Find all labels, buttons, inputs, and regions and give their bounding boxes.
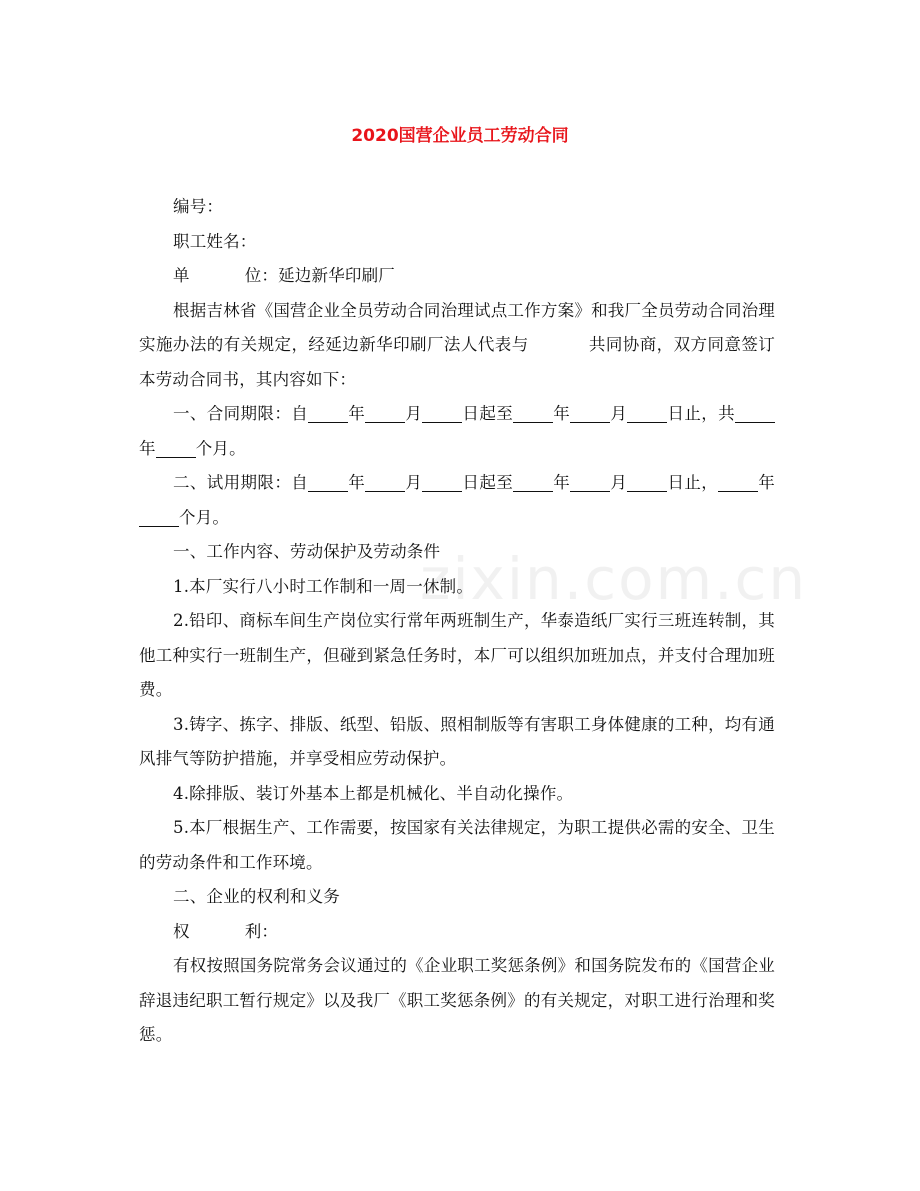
section1-item-2: 2.铅印、商标车间生产岗位实行常年两班制生产，华泰造纸厂实行三班连转制，其他工种实行一班制生产，但碰到紧急任务时，本厂可以组织加班加点，并支付合理加班费。 <box>139 611 775 699</box>
blank-line <box>156 438 196 457</box>
term-day-from: 日起至 <box>462 404 514 423</box>
blank-line <box>308 404 348 423</box>
probation-day-from: 日起至 <box>462 473 514 492</box>
probation-year: 年 <box>348 473 366 492</box>
blank-line <box>422 404 462 423</box>
section1-item-3: 3.铸字、拣字、排版、纸型、铅版、照相制版等有害职工身体健康的工种，均有通风排气等防护措施，并享受相应劳动保护。 <box>139 714 775 768</box>
intro-part2: 共同协商，双方同意签订本劳动合同书，其内容如下： <box>139 335 775 389</box>
blank-line <box>570 404 610 423</box>
intro-paragraph <box>139 294 775 398</box>
term-month: 月 <box>610 404 628 423</box>
probation-year: 年 <box>553 473 571 492</box>
blank-line <box>139 507 179 526</box>
term-total: 共 <box>718 404 736 423</box>
probation-month: 月 <box>405 473 423 492</box>
probation-month: 月 <box>610 473 628 492</box>
blank-line <box>513 404 553 423</box>
probation-label: 二、试用期限：自 <box>173 473 309 492</box>
document-body <box>139 190 775 1053</box>
document-title: 2020国营企业员工劳动合同 <box>351 126 569 146</box>
rights-label <box>139 915 775 950</box>
number-field <box>139 190 775 225</box>
blank-line <box>513 473 553 492</box>
term-label: 一、合同期限：自 <box>173 404 309 423</box>
probation-term <box>139 466 775 535</box>
number-label: 编号： <box>173 197 224 216</box>
contract-term <box>139 397 775 466</box>
worker-name-label: 职工姓名： <box>173 231 257 251</box>
unit-label-a: 单 <box>173 266 190 285</box>
term-day-to: 日止， <box>667 404 719 423</box>
watermark: zixin.com.cn <box>420 545 808 613</box>
blank-line <box>570 473 610 492</box>
unit-label-b: 位： <box>244 266 279 285</box>
section2-heading: 二、企业的权利和义务 <box>173 887 340 906</box>
rights-text: 有权按照国务院常务会议通过的《企业职工奖惩条例》和国务院发布的《国营企业辞退违纪职工暂行规定》以及我厂《职工奖惩条例》的有关规定，对职工进行治理和奖惩。 <box>139 956 775 1044</box>
rights-label-a: 权 <box>173 921 190 941</box>
blank-line <box>308 473 348 492</box>
term-month: 月 <box>405 404 423 423</box>
blank-line <box>365 404 405 423</box>
section1-item-1: 1.本厂实行八小时工作制和一周一休制。 <box>173 576 474 596</box>
worker-name-field <box>139 225 775 260</box>
term-year: 年 <box>139 438 156 458</box>
term-year: 年 <box>348 404 366 423</box>
section1-heading: 一、工作内容、劳动保护及劳动条件 <box>173 542 441 561</box>
probation-year: 年 <box>758 473 776 492</box>
blank-line <box>627 404 667 423</box>
unit-field <box>139 259 775 294</box>
section1-item-5: 5.本厂根据生产、工作需要，按国家有关法律规定，为职工提供必需的安全、卫生的劳动条件和工作环境。 <box>139 818 775 872</box>
intro-part1: 根据吉林省《国营企业全员劳动合同治理试点工作方案》和我厂全员劳动合同治理实施办法的有关规定，经延边新华印刷厂法人代表与 <box>139 300 775 354</box>
term-year: 年 <box>553 404 571 423</box>
blank-line <box>365 473 405 492</box>
term-month-count: 个月。 <box>195 438 246 458</box>
blank-line <box>718 473 758 492</box>
rights-label-b: 利： <box>244 921 279 941</box>
blank-line <box>735 404 775 423</box>
unit-value: 延边新华印刷厂 <box>278 266 396 285</box>
section1-item-4: 4.除排版、装订外基本上都是机械化、半自动化操作。 <box>173 783 574 803</box>
blank-line <box>627 473 667 492</box>
probation-month-count: 个月。 <box>179 507 230 527</box>
blank-line <box>422 473 462 492</box>
probation-day-to: 日止， <box>667 473 719 492</box>
